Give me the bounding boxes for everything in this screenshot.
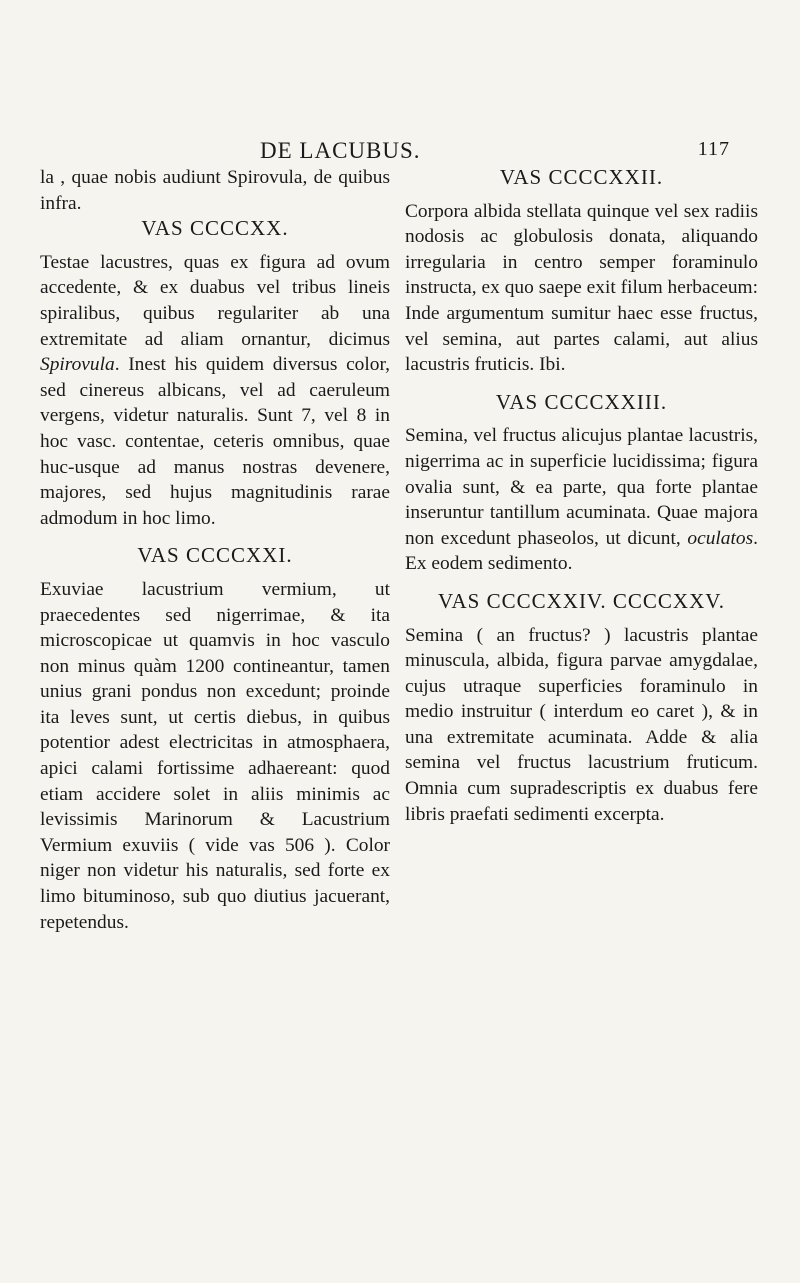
section-heading-ccccxxii: VAS CCCCXXII. — [499, 165, 664, 189]
page-number: 117 — [697, 138, 730, 160]
section-heading-ccccxx: VAS CCCCXX. — [141, 216, 289, 241]
section-text-part: . Ex eodem sedimento. — [405, 527, 758, 575]
italic-term: Spirovula — [40, 354, 115, 376]
section-text-ccccxxi: Exuviae lacustrium vermium, ut praecedentes sed nigerrimae, & ita microscopicae ut quamvis in hoc vasculo non minus quàm 1200 contineantur, tamen unius grani pondus non excedunt; proinde ita leves sunt, ut certis diebus, in quibus potentior adest electricitas in atmosphaera, apici calami fortissime adhaereant: quod etiam accidere solet in aliis minimis ac levissimis Marinorum & Lacustrium Vermium exuviis ( vide vas 506 ). Color niger non videtur his naturalis, sed forte ex limo bituminoso, sub quo diutius jacuerant, repetendus. — [40, 578, 390, 933]
section-text-ccccxx — [40, 250, 390, 532]
italic-term: oculatos — [687, 527, 754, 549]
section-heading-ccccxxi: VAS CCCCXXI. — [137, 543, 293, 568]
section-text-part: . Inest his quidem diversus color, sed cinereus albicans, vel ad caeruleum vergens, videtur naturalis. Sunt 7, vel 8 in hoc vasc. contentae, ceteris omnibus, quae huc-usque ad manus nostras devenere, majores, sed hujus magnitudinis rarae admodum in hoc limo. — [40, 354, 390, 529]
running-title: DE LACUBUS. — [260, 138, 421, 163]
section-text-part: Testae lacustres, quas ex figura ad ovum accedente, & ex duabus vel tribus lineis spiralibus, quibus regulariter ab una extremitate ad aliam ornantur, dicimus — [40, 251, 390, 350]
section-text-part: Semina, vel fructus alicujus plantae lacustris, nigerrima ac in superficie lucidissima; figura ovalia sunt, & ea parte, qua forte plantae inseruntur tantillum acuminata. Quae majora non excedunt phaseolos, ut dicunt, — [405, 425, 758, 549]
section-heading-ccccxxiv-ccccxxv: VAS CCCCXXIV. CCCCXXV. — [438, 588, 725, 613]
left-column — [40, 165, 390, 935]
section-heading-ccccxxiii: VAS CCCCXXIII. — [495, 389, 668, 414]
section-text-ccccxxii: Corpora albida stellata quinque vel sex radiis nodosis ac globulosis donata, aliquando irregularia in centro semper foraminulo instructa, ex quo saepe exit filum herbaceum: Inde argumentum sumitur haec esse fructus, vel semina, aut partes calami, aut alius lacustris fruticis. Ibi. — [405, 200, 758, 376]
left-intro-paragraph: la , quae nobis audiunt Spirovula, de quibus infra. — [40, 167, 390, 214]
section-text-ccccxxiii — [405, 423, 758, 577]
section-text-ccccxxiv-ccccxxv: Semina ( an fructus? ) lacustris plantae minuscula, albida, figura parvae amygdalae, cujus utraque superficies foraminulo in medio instruitur ( interdum eo caret ), & in una extremitate acuminata. Adde & alia semina vel fructus lacustrium fruticum. Omnia cum supradescriptis ex duabus fere libris praefati sedimenti excerpta. — [405, 624, 758, 825]
right-column — [405, 165, 758, 827]
